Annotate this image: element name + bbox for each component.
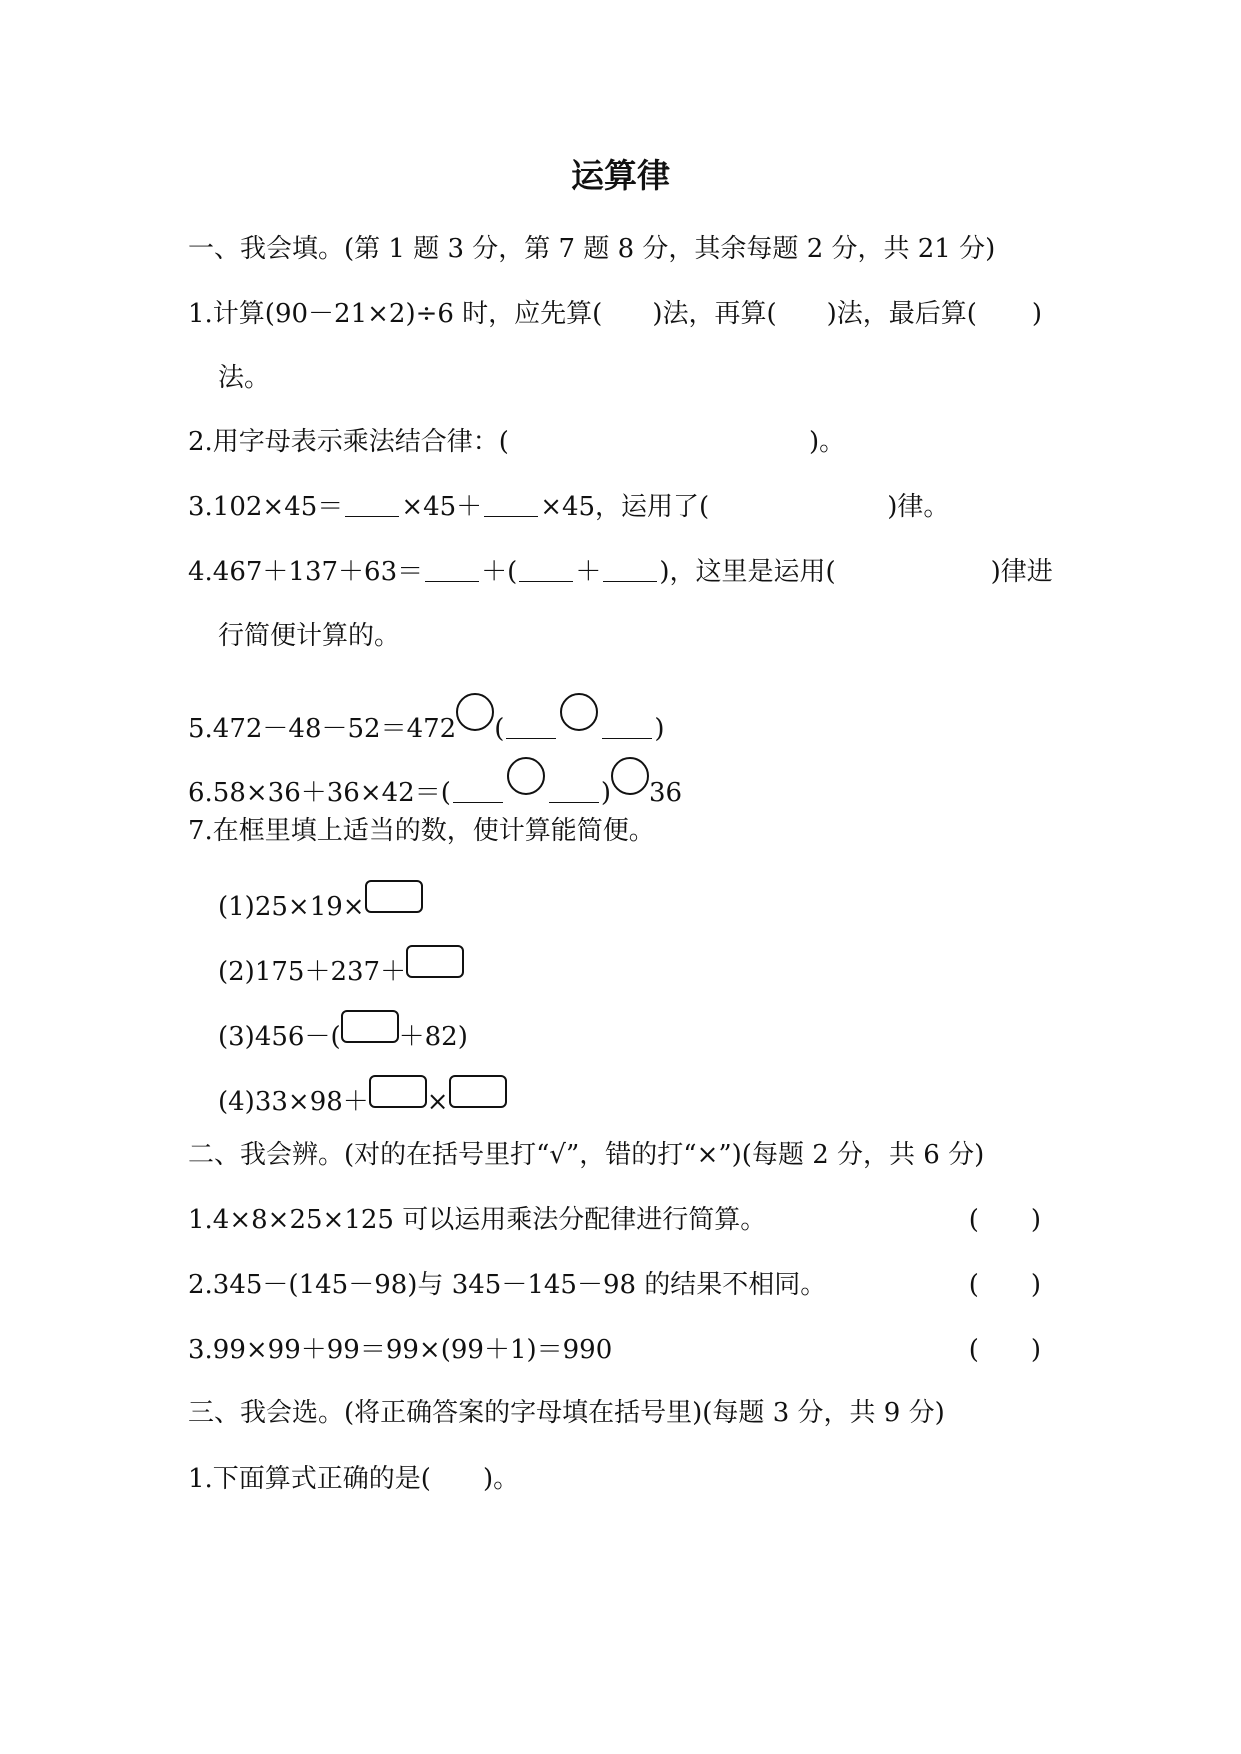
section1-heading: 一、我会填。(第 1 题 3 分，第 7 题 8 分，其余每题 2 分，共 21 分) xyxy=(188,234,996,264)
section2-heading: 二、我会辨。(对的在括号里打“√”，错的打“×”)(每题 2 分，共 6 分) xyxy=(188,1140,985,1170)
fill-blank[interactable] xyxy=(345,490,399,517)
judge-answer-2[interactable]: ( ) xyxy=(968,1270,1041,1300)
section3-heading: 三、我会选。(将正确答案的字母填在括号里)(每题 3 分，共 9 分) xyxy=(188,1398,945,1428)
judge-item-3: 3.99×99＋99＝99×(99＋1)＝990 xyxy=(188,1335,613,1365)
operator-circle[interactable] xyxy=(611,757,649,795)
judge-item-1: 1.4×8×25×125 可以运用乘法分配律进行简算。 xyxy=(188,1205,767,1235)
number-box[interactable] xyxy=(406,945,464,978)
question-1-7-part-3: (3)456－( ＋82) xyxy=(218,1010,468,1054)
question-1-7-part-4: (4)33×98＋ × xyxy=(218,1075,507,1119)
judge-answer-3[interactable]: ( ) xyxy=(968,1335,1041,1365)
operator-circle[interactable] xyxy=(456,693,494,731)
question-1-1: 1.计算(90－21×2)÷6 时，应先算( )法，再算( )法，最后算( ) xyxy=(188,299,1043,329)
fill-blank[interactable] xyxy=(549,776,599,803)
number-box[interactable] xyxy=(341,1010,399,1043)
fill-blank[interactable] xyxy=(484,490,538,517)
number-box[interactable] xyxy=(365,880,423,913)
judge-item-2: 2.345－(145－98)与 345－145－98 的结果不相同。 xyxy=(188,1270,827,1300)
operator-circle[interactable] xyxy=(507,757,545,795)
fill-blank[interactable] xyxy=(453,776,503,803)
question-1-7-part-2: (2)175＋237＋ xyxy=(218,945,464,989)
question-1-5: 5.472－48－52＝472 ( ) xyxy=(188,693,665,746)
question-1-6: 6.58×36＋36×42＝( ) 36 xyxy=(188,757,682,810)
question-1-3: 3.102×45＝ ×45＋ ×45，运用了( )律。 xyxy=(188,492,950,522)
fill-blank[interactable] xyxy=(519,555,573,582)
fill-blank[interactable] xyxy=(425,555,479,582)
number-box[interactable] xyxy=(369,1075,427,1108)
question-1-1-continued: 法。 xyxy=(218,363,271,393)
operator-circle[interactable] xyxy=(560,693,598,731)
question-1-2: 2.用字母表示乘法结合律：( )。 xyxy=(188,427,846,457)
question-1-4: 4.467＋137＋63＝ ＋( ＋ )，这里是运用( )律进 xyxy=(188,557,1053,587)
number-box[interactable] xyxy=(449,1075,507,1108)
question-1-7: 7.在框里填上适当的数，使计算能简便。 xyxy=(188,816,655,846)
judge-answer-1[interactable]: ( ) xyxy=(968,1205,1041,1235)
fill-blank[interactable] xyxy=(603,555,657,582)
question-1-7-part-1: (1)25×19× xyxy=(218,880,423,924)
page-title: 运算律 xyxy=(571,156,670,195)
question-1-4-continued: 行简便计算的。 xyxy=(218,621,401,651)
fill-blank[interactable] xyxy=(602,712,652,739)
fill-blank[interactable] xyxy=(506,712,556,739)
choice-question-1: 1.下面算式正确的是( )。 xyxy=(188,1464,520,1494)
